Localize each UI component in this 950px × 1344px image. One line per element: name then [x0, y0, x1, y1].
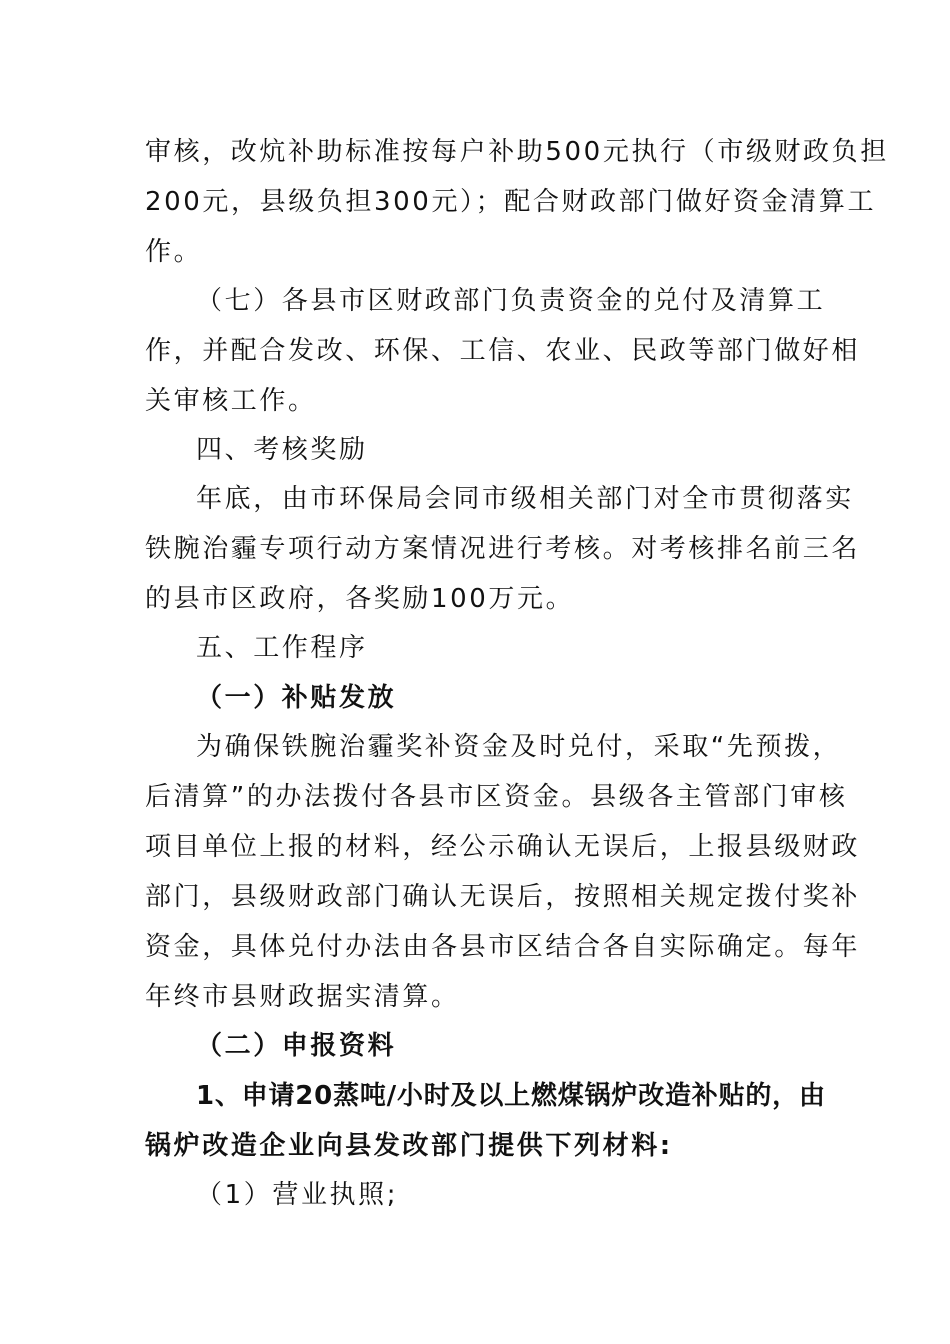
list-item: （1）营业执照;: [196, 1180, 399, 1210]
paragraph-line: 为确保铁腕治霾奖补资金及时兑付，采取“先预拨，: [196, 732, 842, 762]
paragraph-line: 200元，县级负担300元）；配合财政部门做好资金清算工: [145, 187, 877, 217]
paragraph-line: 后清算”的办法拨付各县市区资金。县级各主管部门审核: [145, 782, 848, 812]
paragraph-line: 锅炉改造企业向县发改部门提供下列材料:: [145, 1131, 673, 1161]
paragraph-line: 部门，县级财政部门确认无误后，按照相关规定拨付奖补: [145, 882, 861, 912]
section-heading: 五、工作程序: [196, 633, 368, 663]
section-heading: 四、考核奖励: [196, 435, 368, 465]
paragraph-line: 审核，改炕补助标准按每户补助500元执行（市级财政负担: [145, 137, 889, 167]
paragraph-line: 的县市区政府，各奖励100万元。: [145, 584, 575, 614]
paragraph-line: 作。: [145, 237, 203, 267]
paragraph-line: 年底，由市环保局会同市级相关部门对全市贯彻落实: [196, 484, 854, 514]
paragraph-line: 铁腕治霾专项行动方案情况进行考核。对考核排名前三名: [145, 534, 861, 564]
paragraph-line: （七）各县市区财政部门负责资金的兑付及清算工: [196, 286, 826, 316]
paragraph-line: 资金，具体兑付办法由各县市区结合各自实际确定。每年: [145, 932, 861, 962]
paragraph-line: 项目单位上报的材料，经公示确认无误后，上报县级财政: [145, 832, 861, 862]
paragraph-line: 年终市县财政据实清算。: [145, 982, 460, 1012]
subsection-heading: （二）申报资料: [196, 1031, 397, 1061]
paragraph-line: 关审核工作。: [145, 386, 317, 416]
paragraph-line: 1、申请20蒸吨/小时及以上燃煤锅炉改造补贴的，由: [196, 1081, 826, 1111]
paragraph-line: 作，并配合发改、环保、工信、农业、民政等部门做好相: [145, 336, 861, 366]
subsection-heading: （一）补贴发放: [196, 683, 397, 713]
